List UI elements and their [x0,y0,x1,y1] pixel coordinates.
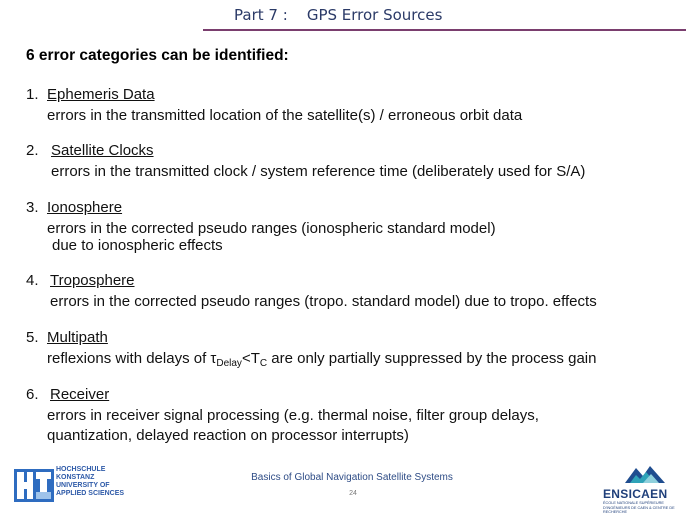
list-item [26,272,597,310]
item-description: errors in the transmitted clock / system reference time (deliberately used for S/A) [51,163,586,180]
item-number: 5. [26,329,39,346]
list-item [26,329,596,372]
ensicaen-logo-name: ENSICAEN [603,487,668,501]
item-description: errors in the corrected pseudo ranges (tropo. standard model) due to tropo. effects [50,293,597,310]
header-rule [203,29,686,31]
item-title: Ephemeris Data [47,86,155,103]
item-title: Ionosphere [47,199,123,216]
item-title: Receiver [50,386,110,403]
slide-title: Part 7 : GPS Error Sources [234,6,443,24]
item-description: errors in the transmitted location of the satellite(s) / erroneous orbit data [47,107,523,124]
intro-heading: 6 error categories can be identified: [26,47,289,64]
ensicaen-logo-tagline: ÉCOLE NATIONALE SUPÉRIEURE D'INGÉNIEURS DE CAEN & CENTRE DE RECHERCHE [603,501,675,514]
htwg-logo-text: HOCHSCHULE KONSTANZ UNIVERSITY OF APPLIED SCIENCES [56,466,125,497]
page-number: 24 [349,490,357,497]
item-number: 1. [26,86,39,103]
item-title: Troposphere [50,272,135,289]
item-number: 3. [26,199,39,216]
item-description: quantization, delayed reaction on processor interrupts) [47,427,409,444]
item-description: errors in receiver signal processing (e.g. thermal noise, filter group delays, [47,407,539,424]
item-number: 6. [26,386,39,403]
item-title: Multipath [47,329,108,346]
list-item [26,86,522,124]
item-description: errors in the corrected pseudo ranges (ionospheric standard model) [47,220,496,237]
footer-course-title: Basics of Global Navigation Satellite Systems [251,472,453,483]
list-item [26,199,496,254]
item-number: 2. [26,142,39,159]
slide-header [0,0,686,33]
item-title: Satellite Clocks [51,142,154,159]
item-number: 4. [26,272,39,289]
ensicaen-logo-icon [622,462,668,486]
item-description: reflexions with delays of $\tau_{Delay}<T_C$ are only partially suppressed by the process gain [47,350,597,369]
htwg-logo-icon [14,469,54,502]
item-description: due to ionospheric effects [52,237,223,254]
list-item [26,142,585,180]
list-item [26,386,539,444]
